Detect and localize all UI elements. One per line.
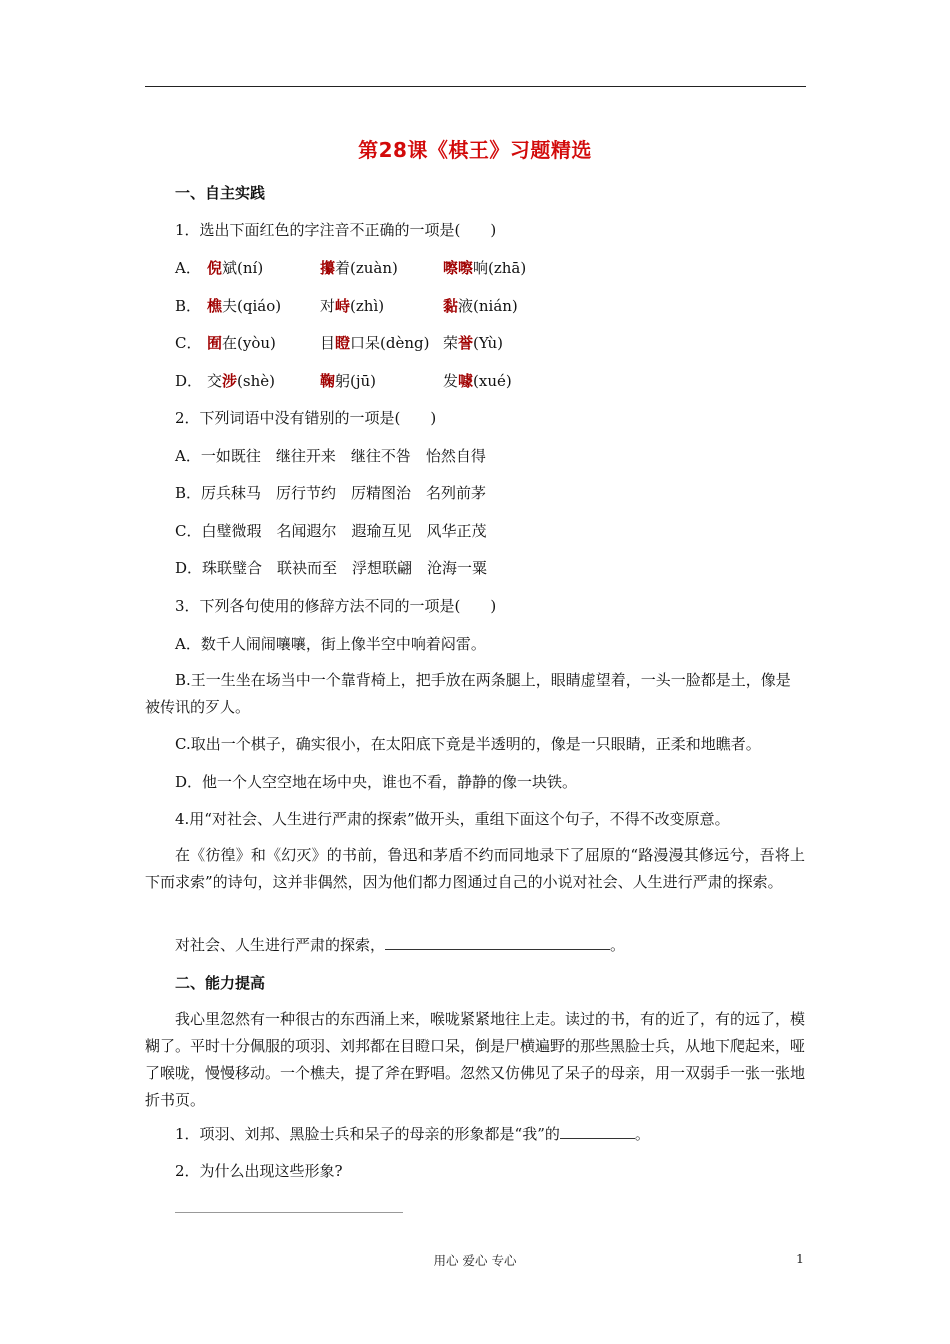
option-item-prefix: 荣 [443,334,459,352]
option-item [443,370,512,391]
page-title: 第28课《棋王》习题精选 [358,138,592,162]
option-item-rest: 着(zuàn) [335,259,398,277]
question-2-option-c: C．白璧微瑕 名闻遐尔 遐瑜互见 风华正茂 [175,522,487,540]
section-2-question-1-end: 。 [634,1125,650,1143]
option-item-rest: (zhì) [350,297,385,315]
option-item-rest: (xué) [473,372,512,390]
question-2-option-d: D．珠联璧合 联袂而至 浮想联翩 沧海一粟 [175,559,488,577]
header-rule [145,86,806,87]
question-3-option-a: A．数千人闹闹嚷嚷，街上像半空中响着闷雷。 [175,635,486,653]
option-item [443,295,518,316]
option-item-rest: 在(yòu) [222,334,276,352]
option-item [207,370,275,391]
highlighted-character: 噱 [458,372,474,390]
question-4-blank[interactable] [385,934,610,950]
section-2-question-2: 2．为什么出现这些形象? [175,1162,343,1180]
footer-text: 用心 爱心 专心 [433,1253,517,1268]
question-3-option-c: C.取出一个棋子，确实很小，在太阳底下竟是半透明的，像是一只眼睛，正柔和地瞧者。 [175,735,761,753]
highlighted-character: 黏 [443,297,459,315]
option-label: C． [175,334,202,352]
question-4-end: 。 [610,936,626,954]
option-item [320,295,384,316]
question-2-stem: 2．下列词语中没有错别的一项是( ) [175,409,437,427]
option-item [443,332,503,353]
option-item-rest: 躬(jū) [335,372,377,390]
option-item-prefix: 对 [320,297,336,315]
question-4-passage: 在《彷徨》和《幻灭》的书前，鲁迅和茅盾不约而同地录下了屈原的“路漫漫其修远兮，吾将上下而求索”的诗句，这并非偶然，因为他们都力图通过自己的小说对社会、人生进行严肃的探索。 [145,846,805,891]
option-item [207,257,263,278]
question-3-option-b: B.王一生坐在场当中一个靠背椅上，把手放在两条腿上，眼睛虚望着，一头一脸都是土，像是被传讯的歹人。 [145,671,791,716]
option-item [443,257,526,278]
question-3-option-d: D．他一个人空空地在场中央，谁也不看，静静的像一块铁。 [175,773,578,791]
option-item [320,257,398,278]
option-item [320,332,429,353]
option-item-rest: 响(zhā) [473,259,527,277]
highlighted-character: 峙 [335,297,351,315]
question-2-option-a: A．一如既往 继往开来 继往不咎 怡然自得 [175,447,486,465]
option-item-rest: (Yù) [473,334,503,352]
option-label: B． [175,297,202,315]
highlighted-character: 瞪 [335,334,351,352]
highlighted-character: 嚓嚓 [443,259,474,277]
option-item-prefix: 交 [207,372,223,390]
section-2-question-1 [175,1123,650,1144]
highlighted-character: 倪 [207,259,223,277]
highlighted-character: 攥 [320,259,336,277]
section-2-question-1-text: 1．项羽、刘邦、黑脸士兵和呆子的母亲的形象都是“我”的 [175,1125,560,1143]
highlighted-character: 囿 [207,334,223,352]
highlighted-character: 樵 [207,297,223,315]
option-item-prefix: 发 [443,372,459,390]
section-2-question-1-blank[interactable] [560,1123,635,1139]
page-number: 1 [796,1251,804,1266]
option-item-prefix: 目 [320,334,336,352]
option-item-rest: 液(nián) [458,297,518,315]
question-1-stem: 1．选出下面红色的字注音不正确的一项是( ) [175,221,497,239]
section-heading-1: 一、自主实践 [175,184,266,202]
question-3-stem: 3．下列各句使用的修辞方法不同的一项是( ) [175,597,497,615]
question-2-option-b: B．厉兵秣马 厉行节约 厉精图治 名列前茅 [175,484,487,502]
option-item-rest: 斌(ní) [222,259,264,277]
option-label: A． [175,259,201,277]
option-label: D． [175,372,203,390]
section-2-passage: 我心里忽然有一种很古的东西涌上来，喉咙紧紧地往上走。读过的书，有的近了，有的远了，模糊了。平时十分佩服的项羽、刘邦都在目瞪口呆，倒是尸横遍野的那些黑脸士兵，从地下爬起来，哑了喉咙，慢慢移动。一个樵夫，提了斧在野唱。忽然又仿佛见了呆子的母亲，用一双弱手一张一张地折书页。 [145,1010,806,1109]
option-item [320,370,376,391]
option-item-rest: 口呆(dèng) [350,334,430,352]
answer-rule[interactable] [175,1212,403,1213]
highlighted-character: 誉 [458,334,474,352]
question-4-answer-line [175,934,625,955]
option-item [207,332,276,353]
option-item-rest: 夫(qiáo) [222,297,282,315]
option-item [207,295,281,316]
highlighted-character: 鞠 [320,372,336,390]
highlighted-character: 涉 [222,372,238,390]
option-item-rest: (shè) [237,372,275,390]
section-heading-2: 二、能力提高 [175,974,266,992]
question-4-prompt: 对社会、人生进行严肃的探索， [175,936,386,954]
question-4-stem: 4.用“对社会、人生进行严肃的探索”做开头，重组下面这个句子，不得不改变原意。 [175,810,730,828]
